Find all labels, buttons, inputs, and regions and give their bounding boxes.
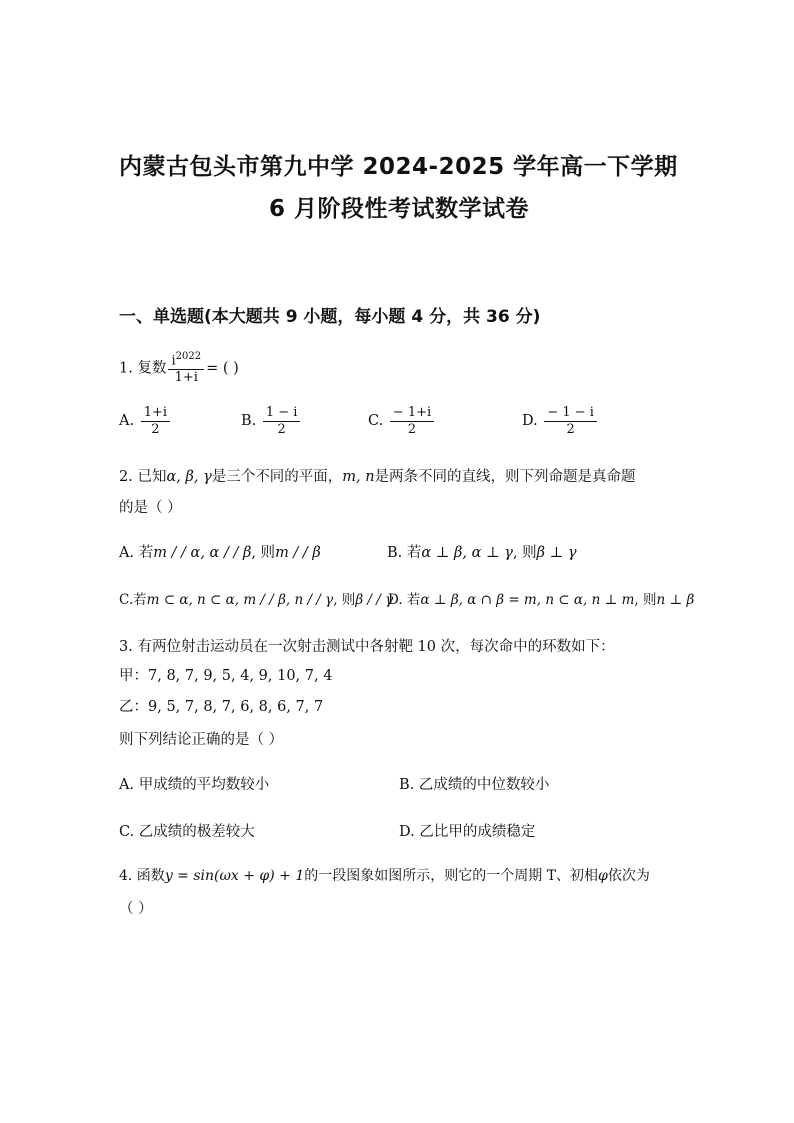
q4-function-math: y = sin(ωx + φ) + 1	[164, 868, 305, 884]
question-2-line1: 2. 已知α, β, γ是三个不同的平面，m, n是两条不同的直线，则下列命题是真命题	[119, 469, 636, 485]
q2-planes-math: α, β, γ	[166, 469, 212, 485]
q2-option-d: D. 若α ⊥ β, α ∩ β = m, n ⊂ α, n ⊥ m, 则n ⊥ β	[388, 592, 695, 608]
q1-option-d: D. $\frac{- 1 - i}{2}$	[522, 406, 599, 436]
q3-option-d: D. 乙比甲的成绩稳定	[399, 824, 536, 840]
question-1	[119, 352, 239, 385]
question-2-line2: 的是（ ）	[119, 500, 182, 516]
q1-suffix: = ( )	[206, 360, 239, 377]
q3-option-b: B. 乙成绩的中位数较小	[399, 777, 550, 793]
q1-option-a: A. $\frac{1+i}{2}$	[119, 406, 172, 436]
q2-option-c: C.若m ⊂ α, n ⊂ α, m / / β, n / / γ, 则β / / γ	[119, 592, 394, 608]
q1-frac-denominator: 1+i	[174, 369, 198, 385]
q2-lines-math: m, n	[342, 469, 375, 485]
q1-option-c: C. $\frac{- 1+i}{2}$	[368, 406, 436, 436]
question-3-stem: 3. 有两位射击运动员在一次射击测试中各射靶 10 次，每次命中的环数如下：	[119, 639, 615, 655]
q1-prefix: 1. 复数	[119, 360, 167, 377]
question-4-line2: （ ）	[119, 901, 153, 917]
q3-data-yi: 乙：9, 5, 7, 8, 7, 6, 8, 6, 7, 7	[119, 699, 324, 715]
q3-option-a: A. 甲成绩的平均数较小	[119, 777, 270, 793]
q3-option-c: C. 乙成绩的极差较大	[119, 824, 255, 840]
q3-ask: 则下列结论正确的是（ ）	[119, 732, 284, 748]
q1-frac-exponent: 2022	[175, 351, 202, 362]
section-heading-single-choice: 一、单选题(本大题共 9 小题，每小题 4 分，共 36 分)	[119, 307, 541, 327]
q1-option-b: B. $\frac{1 - i}{2}$	[241, 406, 302, 436]
q2-option-b: B. 若α ⊥ β, α ⊥ γ, 则β ⊥ γ	[387, 545, 577, 561]
q1-fraction	[168, 352, 204, 385]
q3-data-jia: 甲：7, 8, 7, 9, 5, 4, 9, 10, 7, 4	[119, 668, 333, 684]
q2-option-a: A. 若m / / α, α / / β, 则m / / β	[119, 545, 321, 561]
exam-title-line1: 内蒙古包头市第九中学 2024-2025 学年高一下学期	[119, 154, 678, 180]
question-4-line1: 4. 函数y = sin(ωx + φ) + 1的一段图象如图所示，则它的一个周期 T、初相φ依次为	[119, 868, 650, 884]
exam-title-line2: 6 月阶段性考试数学试卷	[269, 196, 530, 222]
q1-frac-numerator-base: i	[171, 353, 176, 369]
